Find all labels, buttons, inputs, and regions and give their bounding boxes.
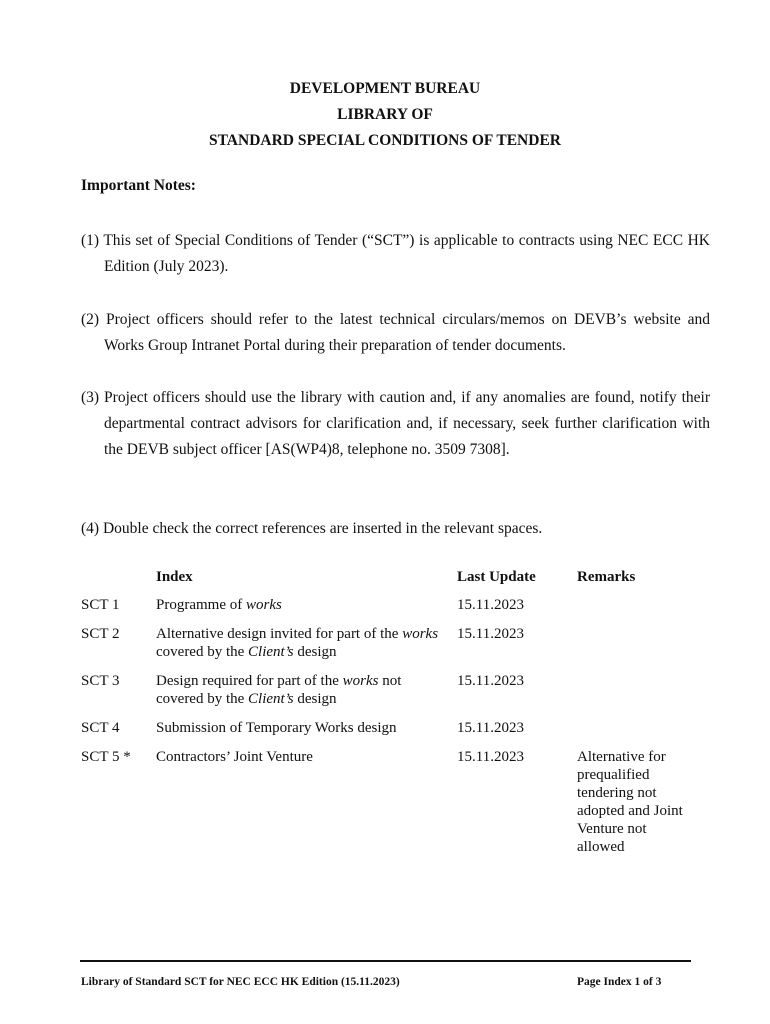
sct-last-update: 15.11.2023: [457, 749, 524, 765]
sct-title: Alternative design invited for part of the works covered by the Client’s design: [156, 626, 439, 660]
note-1: [81, 228, 710, 280]
table-row: [78, 719, 698, 748]
sct-last-update: 15.11.2023: [457, 597, 524, 613]
note-2: [81, 307, 710, 359]
sct-code: SCT 2: [81, 626, 120, 642]
sct-last-update: 15.11.2023: [457, 720, 524, 736]
sct-remarks: [574, 672, 698, 719]
note-3: [81, 385, 710, 464]
sct-code: SCT 5 *: [81, 749, 131, 765]
sct-last-update: 15.11.2023: [457, 673, 524, 689]
title-line-1: DEVELOPMENT BUREAU: [289, 80, 481, 97]
column-header-code: [78, 568, 153, 596]
sct-code: SCT 4: [81, 720, 120, 736]
footer-page-number: Page Index 1 of 3: [577, 976, 662, 988]
sct-title: Programme of works: [156, 597, 282, 613]
sct-title: Design required for part of the works not covered by the Client’s design: [156, 673, 402, 707]
table-row: [78, 748, 698, 867]
table-row: [78, 625, 698, 672]
important-notes-heading: Important Notes:: [81, 177, 196, 194]
title-line-3: STANDARD SPECIAL CONDITIONS OF TENDER: [209, 132, 561, 149]
note-number: (3): [81, 389, 105, 406]
note-number: (2): [81, 311, 106, 328]
title-line-2: LIBRARY OF: [337, 106, 433, 123]
sct-code: SCT 3: [81, 673, 120, 689]
footer-document-title: Library of Standard SCT for NEC ECC HK Edition (15.11.2023): [81, 976, 400, 988]
note-4: [81, 516, 710, 542]
sct-index-table: [78, 568, 698, 867]
table-row: [78, 596, 698, 625]
column-header-index: Index: [156, 569, 193, 585]
sct-title: Submission of Temporary Works design: [156, 720, 397, 736]
note-number: (4): [81, 520, 103, 537]
note-text: Project officers should refer to the latest technical circulars/memos on DEVB’s website and Works Group Intranet Portal during their preparation of tender documents.: [104, 311, 710, 355]
note-number: (1): [81, 232, 104, 249]
table-header-row: [78, 568, 698, 596]
sct-remarks: [574, 719, 698, 748]
sct-remarks: Alternative for prequalified tendering not adopted and Joint Venture not allowed: [577, 749, 683, 855]
sct-remarks: [574, 596, 698, 625]
sct-code: SCT 1: [81, 597, 120, 613]
sct-title: Contractors’ Joint Venture: [156, 749, 313, 765]
column-header-remarks: Remarks: [577, 569, 636, 585]
sct-remarks: [574, 625, 698, 672]
footer-divider: [80, 960, 691, 962]
note-text: Project officers should use the library with caution and, if any anomalies are found, notify their departmental contract advisors for clarification and, if necessary, seek further clarification with the DEVB subject officer [AS(WP4)8, telephone no. 3509 7308].: [104, 389, 710, 459]
document-title: [0, 76, 770, 154]
note-text: Double check the correct references are inserted in the relevant spaces.: [102, 520, 543, 537]
note-text: This set of Special Conditions of Tender (“SCT”) is applicable to contracts using NEC ECC HK Edition (July 2023).: [103, 232, 710, 276]
sct-last-update: 15.11.2023: [457, 626, 524, 642]
column-header-last-update: Last Update: [457, 569, 536, 585]
table-row: [78, 672, 698, 719]
